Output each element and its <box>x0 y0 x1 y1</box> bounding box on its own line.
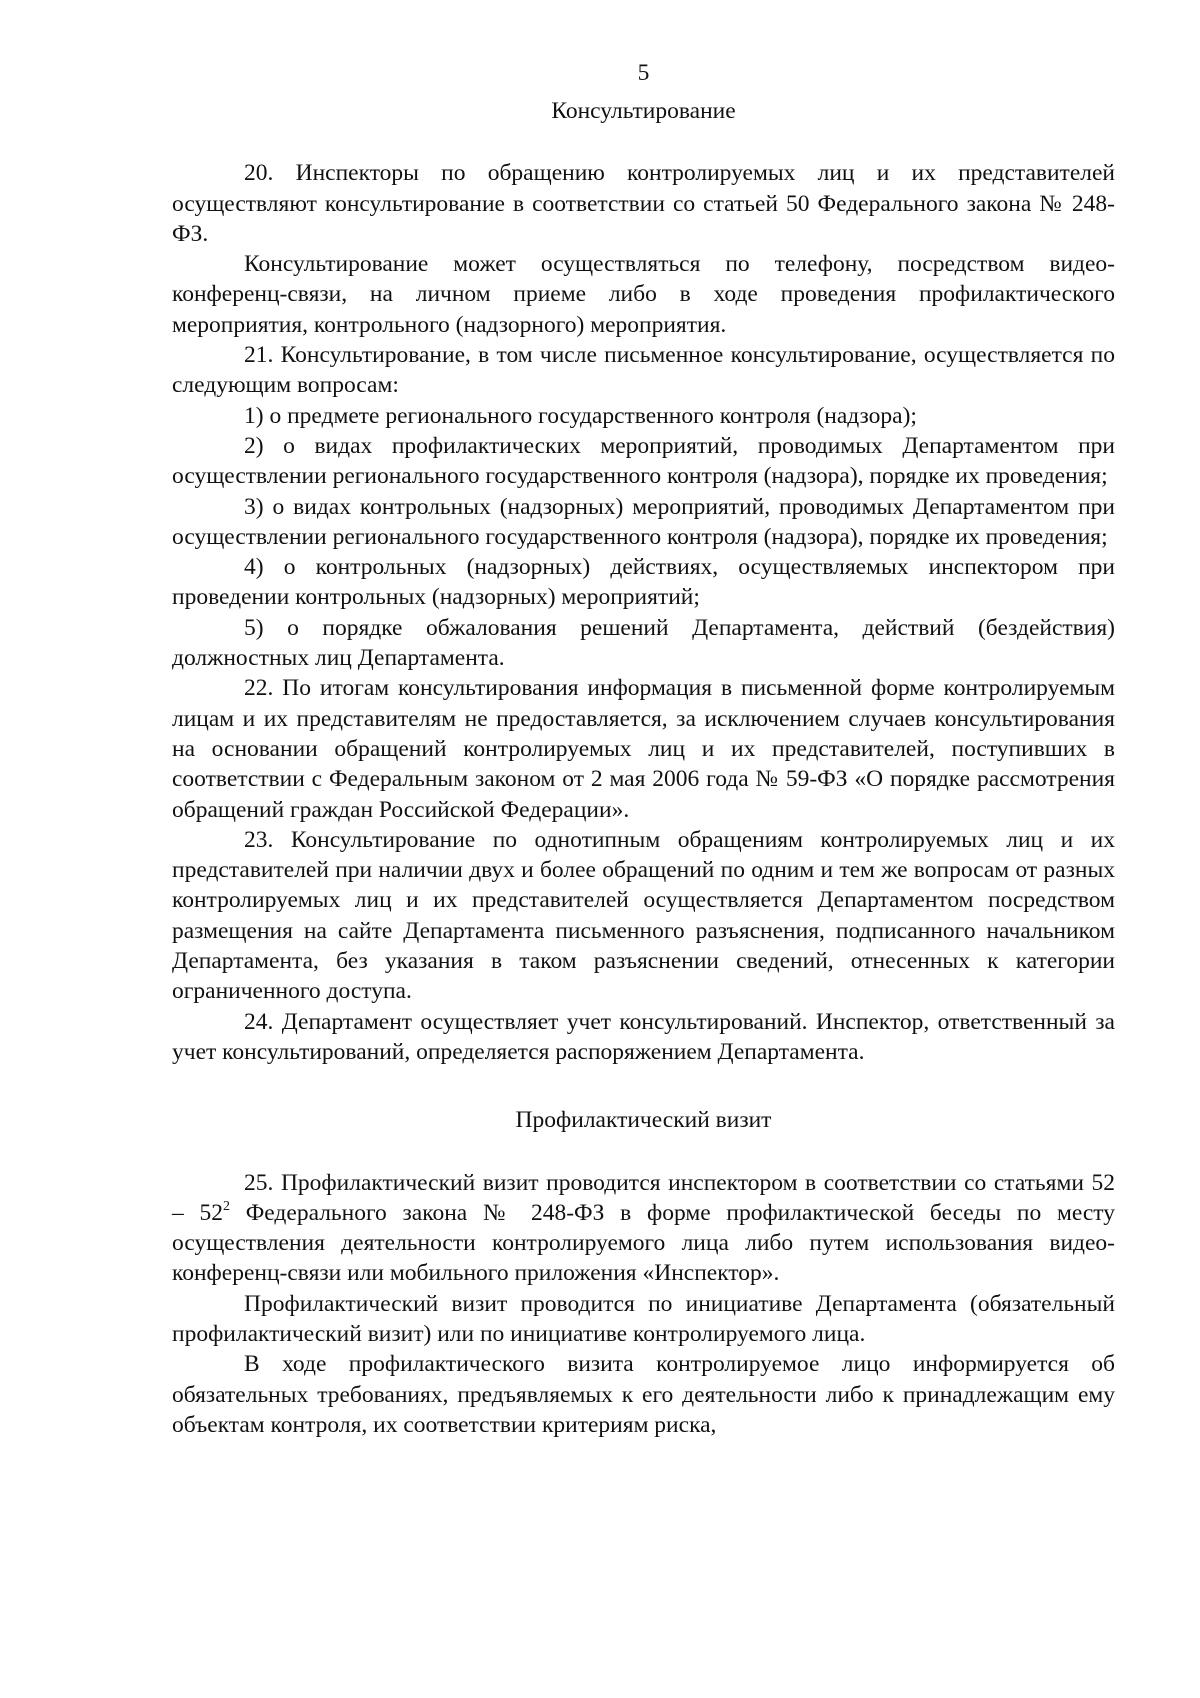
list-item-2: 2) о видах профилактических мероприятий, проводимых Департаментом при осуществлении регионального государственного контроля (надзора), порядке их проведения; <box>172 432 1115 490</box>
paragraph-25-text-end: Федерального закона № 248-ФЗ в форме профилактической беседы по месту осуществления деятельности контролируемого лица либо путем использования видео-конференц-связи или мобильного приложения «Инспектор». <box>172 1199 1115 1287</box>
list-item-4: 4) о контрольных (надзорных) действиях, осуществляемых инспектором при проведении контрольных (надзорных) мероприятий; <box>172 554 1115 611</box>
superscript-2: 2 <box>223 1198 230 1214</box>
paragraph-consulting-methods: Консультирование может осуществляться по телефону, посредством видео-конференц-связи, на личном приеме либо в ходе проведения профилактического мероприятия, контрольного (надзорного) мероприятия. <box>172 251 1115 338</box>
paragraph-21: 21. Консультирование, в том числе письменное консультирование, осуществляется по следующим вопросам: <box>172 342 1115 399</box>
list-item-3: 3) о видах контрольных (надзорных) мероприятий, проводимых Департаментом при осуществлении регионального государственного контроля (надзора), порядке их проведения; <box>172 493 1115 550</box>
section-heading-consulting: Консультирование <box>551 98 736 124</box>
section-heading-preventive-visit: Профилактический визит <box>515 1107 772 1134</box>
paragraph-24: 24. Департамент осуществляет учет консультирований. Инспектор, ответственный за учет консультирований, определяется распоряжением Департамента. <box>172 1008 1115 1065</box>
paragraph-20: 20. Инспекторы по обращению контролируемых лиц и их представителей осуществляют консультирование в соответствии со статьей 50 Федерального закона № 248-ФЗ. <box>172 160 1115 247</box>
paragraph-22: 22. По итогам консультирования информация в письменной форме контролируемым лицам и их представителям не предоставляется, за исключением случаев консультирования на основании обращений контролируемых лиц и их представителей, поступивших в соответствии с Федеральным законом от 2 мая 2006 года № 59-ФЗ «О порядке рассмотрения обращений граждан Российской Федерации». <box>172 675 1115 823</box>
paragraph-visit-informing: В ходе профилактического визита контролируемое лицо информируется об обязательных требованиях, предъявляемых к его деятельности либо к принадлежащим ему объектам контроля, их соответствии критериям риска, <box>172 1351 1115 1438</box>
list-item-5: 5) о порядке обжалования решений Департамента, действий (бездействия) должностных лиц Департамента. <box>172 614 1115 672</box>
paragraph-visit-initiative: Профилактический визит проводится по инициативе Департамента (обязательный профилактический визит) или по инициативе контролируемого лица. <box>172 1290 1115 1347</box>
page-number: 5 <box>637 60 650 86</box>
paragraph-25-text-start: 25. Профилактический визит проводится инспектором в соответствии со статьями 52 – 52 <box>172 1169 1115 1226</box>
paragraph-25 <box>172 1168 1115 1289</box>
list-item-1: 1) о предмете регионального государственного контроля (надзора); <box>244 402 917 429</box>
paragraph-23: 23. Консультирование по однотипным обращениям контролируемых лиц и их представителей при наличии двух и более обращений по одним и тем же вопросам от разных контролируемых лиц и их представителей осуществляется Департаментом посредством размещения на сайте Департамента письменного разъяснения, подписанного начальником Департамента, без указания в таком разъяснении сведений, отнесенных к категории ограниченного доступа. <box>172 826 1115 1005</box>
